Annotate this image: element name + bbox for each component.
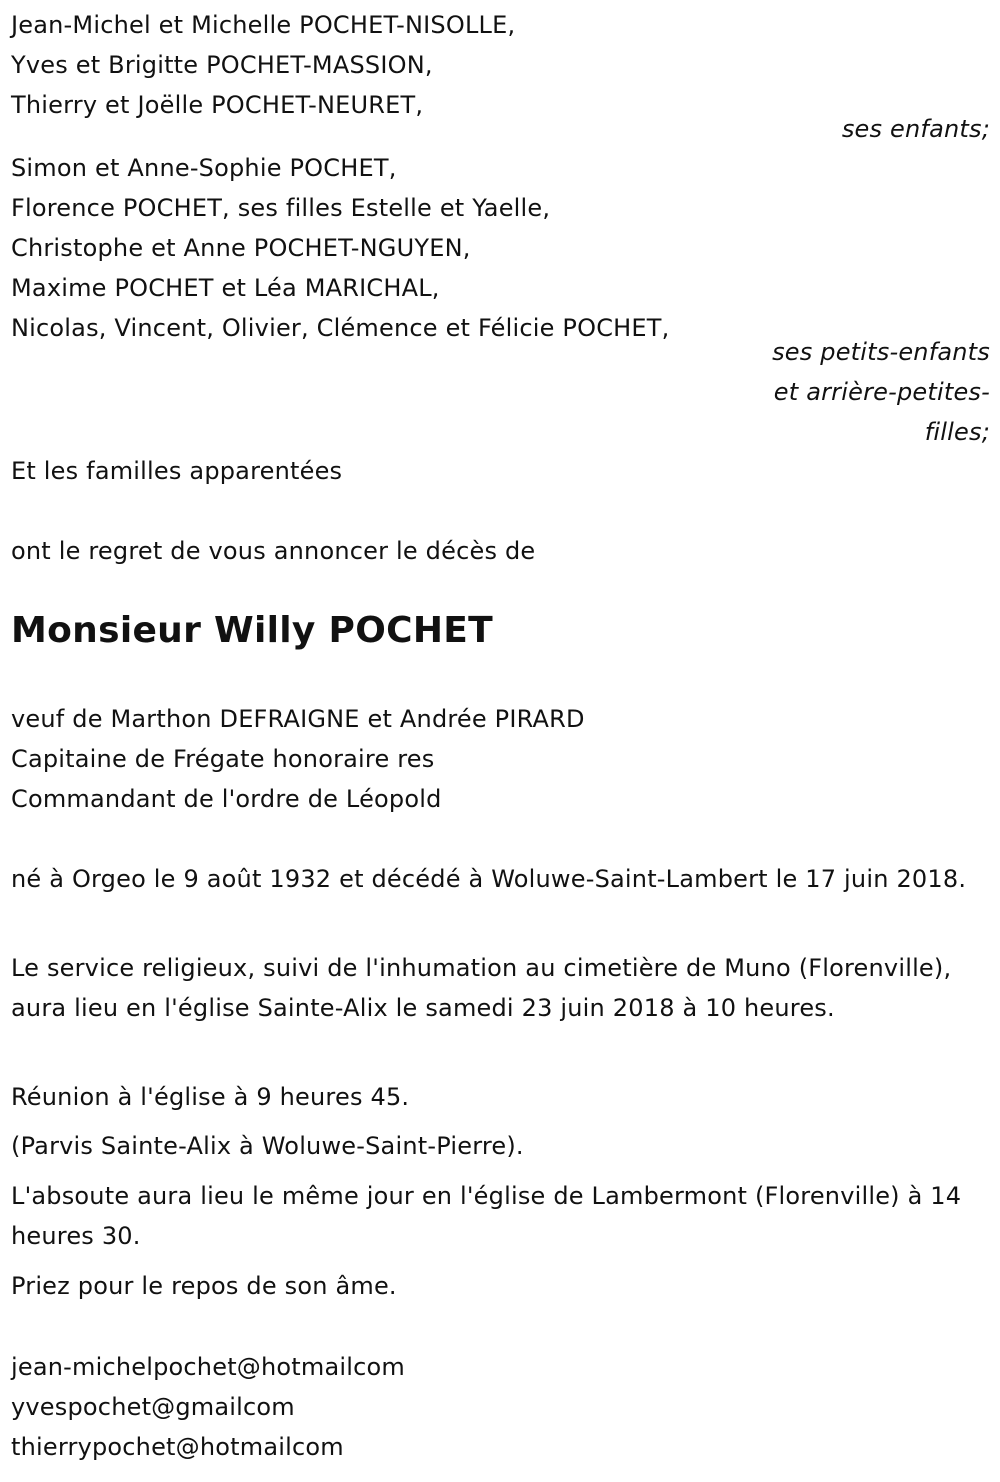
grandchild-line: Florence POCHET, ses filles Estelle et Yaelle, <box>11 194 551 222</box>
grandchildren-role-label-line-2: et arrière-petites- <box>773 378 990 406</box>
location-paragraph: (Parvis Sainte-Alix à Woluwe-Saint-Pierre). <box>11 1132 524 1160</box>
grandchild-line: Maxime POCHET et Léa MARICHAL, <box>11 274 440 302</box>
contact-email: yvespochet@gmailcom <box>11 1393 295 1421</box>
absolution-paragraph: L'absoute aura lieu le même jour en l'église de Lambermont (Florenville) à 14 heures 30. <box>11 1182 962 1250</box>
meeting-paragraph: Réunion à l'église à 9 heures 45. <box>11 1083 410 1111</box>
child-line: Jean-Michel et Michelle POCHET-NISOLLE, <box>11 11 516 39</box>
announcement-line: ont le regret de vous annoncer le décès de <box>11 537 536 565</box>
grandchild-line: Simon et Anne-Sophie POCHET, <box>11 154 397 182</box>
grandchildren-role-label-line-3: filles; <box>924 418 990 446</box>
children-role-label: ses enfants; <box>841 115 990 143</box>
child-line: Yves et Brigitte POCHET-MASSION, <box>11 51 433 79</box>
grandchildren-role-label-line-1: ses petits-enfants <box>772 338 990 366</box>
prayer-paragraph: Priez pour le repos de son âme. <box>11 1272 397 1300</box>
detail-line: Capitaine de Frégate honoraire res <box>11 745 435 773</box>
grandchild-line: Christophe et Anne POCHET-NGUYEN, <box>11 234 471 262</box>
grandchild-line: Nicolas, Vincent, Olivier, Clémence et Félicie POCHET, <box>11 314 670 342</box>
contact-email: thierrypochet@hotmailcom <box>11 1433 344 1461</box>
detail-line: Commandant de l'ordre de Léopold <box>11 785 442 813</box>
relatives-line: Et les familles apparentées <box>11 457 343 485</box>
deceased-name: Monsieur Willy POCHET <box>11 610 493 651</box>
service-paragraph: Le service religieux, suivi de l'inhumation au cimetière de Muno (Florenville), aura lieu en l'église Sainte-Alix le samedi 23 juin 2018 à 10 heures. <box>11 954 952 1022</box>
contact-email: jean-michelpochet@hotmailcom <box>11 1353 405 1381</box>
birth-death-paragraph: né à Orgeo le 9 août 1932 et décédé à Woluwe-Saint-Lambert le 17 juin 2018. <box>11 865 967 893</box>
child-line: Thierry et Joëlle POCHET-NEURET, <box>11 91 424 119</box>
detail-line: veuf de Marthon DEFRAIGNE et Andrée PIRARD <box>11 705 585 733</box>
